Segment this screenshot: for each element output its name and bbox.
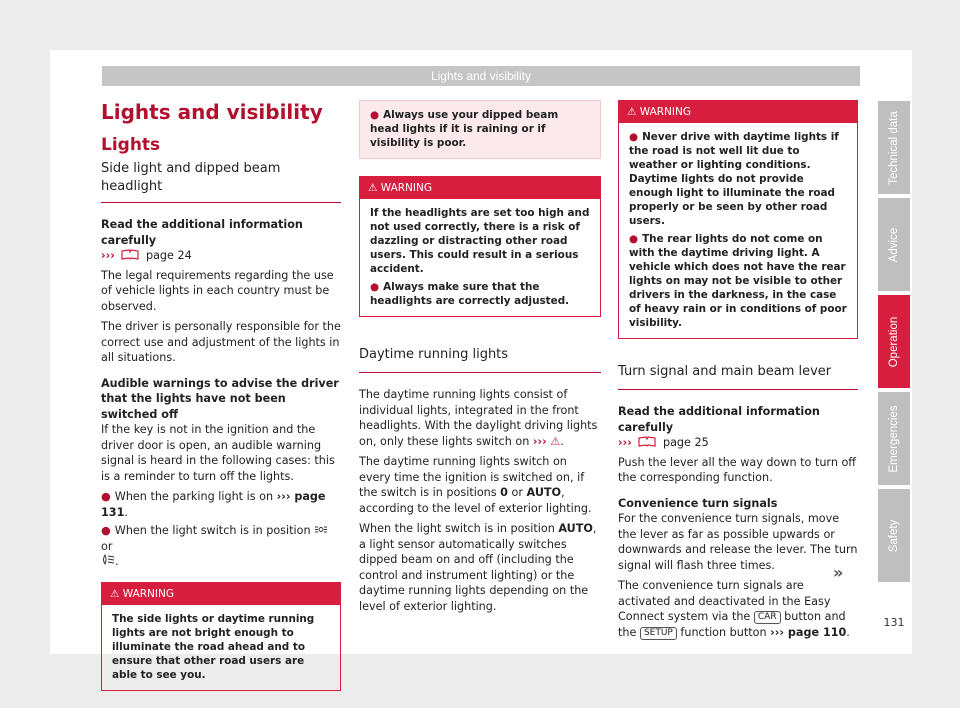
page-number: 131 [883,616,905,629]
column-3 [618,100,858,645]
warning-header: ⚠ WARNING [619,101,857,123]
drl-paragraph-1: The daytime running lights consist of individual lights, integrated in the front headlights. With the daylight driving lights on, only these lights switch on ››› ⚠. [359,388,598,448]
audible-paragraph: If the key is not in the ignition and the driver door is open, an audible warning signal is heard in the following cases: this is a reminder to turn off the lights. [101,423,335,483]
tab-emergencies[interactable]: Emergencies [878,392,910,485]
side-light-icon [314,525,328,534]
setup-button-icon: SETUP [640,627,677,640]
car-button-icon: CAR [754,611,781,624]
running-header: Lights and visibility [102,66,860,86]
section-heading: Side light and dipped beam headlight [101,160,341,203]
continued-marker: » [833,563,844,582]
read-more: Read the additional information carefully [618,405,820,434]
page-link[interactable]: ››› page 110 [770,625,847,639]
warning-box [359,176,601,317]
warning-text: The side lights or daytime running lights are not bright enough to illuminate the road ahead and to ensure that other road users are able to see you. [112,612,315,681]
warning-bullet: ● Never drive with daytime lights if the road is not well lit due to weather or lighting conditions. Daytime lights do not provide enough light to illuminate the road properly or be seen by other road users. [629,131,839,227]
bullet-switch: ● When the light switch is in position or . [101,523,341,570]
bullet-parking: ● When the parking light is on ››› page 131. [101,490,326,519]
warning-bullet: ● Always make sure that the headlights are correctly adjusted. [370,281,570,307]
read-more-ref[interactable]: ››› page 24 [101,249,192,262]
responsibility-paragraph: The driver is personally responsible for the correct use and adjustment of the lights in all situations. [101,320,341,364]
warning-bullet: ● The rear lights do not come on with the daytime driving light. A vehicle which does not have the rear lights on may not be visible to other drivers in the darkness, in the case of heavy rain or in conditions of poor visibility. [629,233,847,329]
read-more-ref[interactable]: ››› page 25 [618,436,709,449]
warning-icon: ⚠ [550,434,561,448]
column-2 [359,100,601,619]
read-more: Read the additional information carefully [101,218,303,247]
legal-paragraph: The legal requirements regarding the use of vehicle lights in each country must be observed. [101,268,334,313]
warning-box [618,100,858,339]
tab-safety[interactable]: Safety [878,489,910,582]
section-heading: Turn signal and main beam lever [618,363,858,390]
page-link[interactable]: ››› page 131 [101,490,326,519]
section-heading: Daytime running lights [359,346,601,373]
tab-advice[interactable]: Advice [878,198,910,291]
convenience-paragraph: For the convenience turn signals, move the lever as far as possible upwards or downwards and release the lever. The turn signal will flash three times. [618,512,858,572]
drl-paragraph-2: The daytime running lights switch on every time the ignition is switched on, if the switch is in positions 0 or AUTO, according to the level of exterior lighting. [359,455,592,515]
warning-header: ⚠ WARNING [360,177,600,199]
drl-paragraph-3: When the light switch is in position AUTO, a light sensor automatically switches dipped beam on and off (including the control and instrument lighting) or the daytime running lights depending on the level of exterior lighting. [359,522,597,613]
warning-box [101,582,341,691]
subtitle: Lights [101,135,161,155]
audible-subheading: Audible warnings to advise the driver that the lights have not been switched off [101,376,339,421]
book-icon [638,436,656,447]
lever-paragraph: Push the lever all the way down to turn off the corresponding function. [618,455,857,484]
tab-technical-data[interactable]: Technical data [878,101,910,194]
warning-text: If the headlights are set too high and not used correctly, there is a risk of dazzling or distracting other road users. This could result in a serious accident. [370,207,590,275]
warning-icon: ⚠ [627,106,637,118]
column-1 [101,100,341,691]
tab-operation[interactable]: Operation [878,295,910,388]
tip-box: ● Always use your dipped beam head lights if it is raining or if visibility is poor. [359,100,601,159]
page-title: Lights and visibility [101,100,323,124]
warning-icon: ⚠ [110,587,120,600]
convenience-subheading: Convenience turn signals [618,496,778,510]
book-icon [121,249,139,260]
dipped-beam-icon [101,554,115,565]
warning-icon: ⚠ [368,182,378,194]
warning-header: ⚠ WARNING [102,583,340,605]
easy-connect-paragraph: The convenience turn signals are activated and deactivated in the Easy Connect system via the CAR button and the SETUP function button ››› page 110. [618,579,850,639]
